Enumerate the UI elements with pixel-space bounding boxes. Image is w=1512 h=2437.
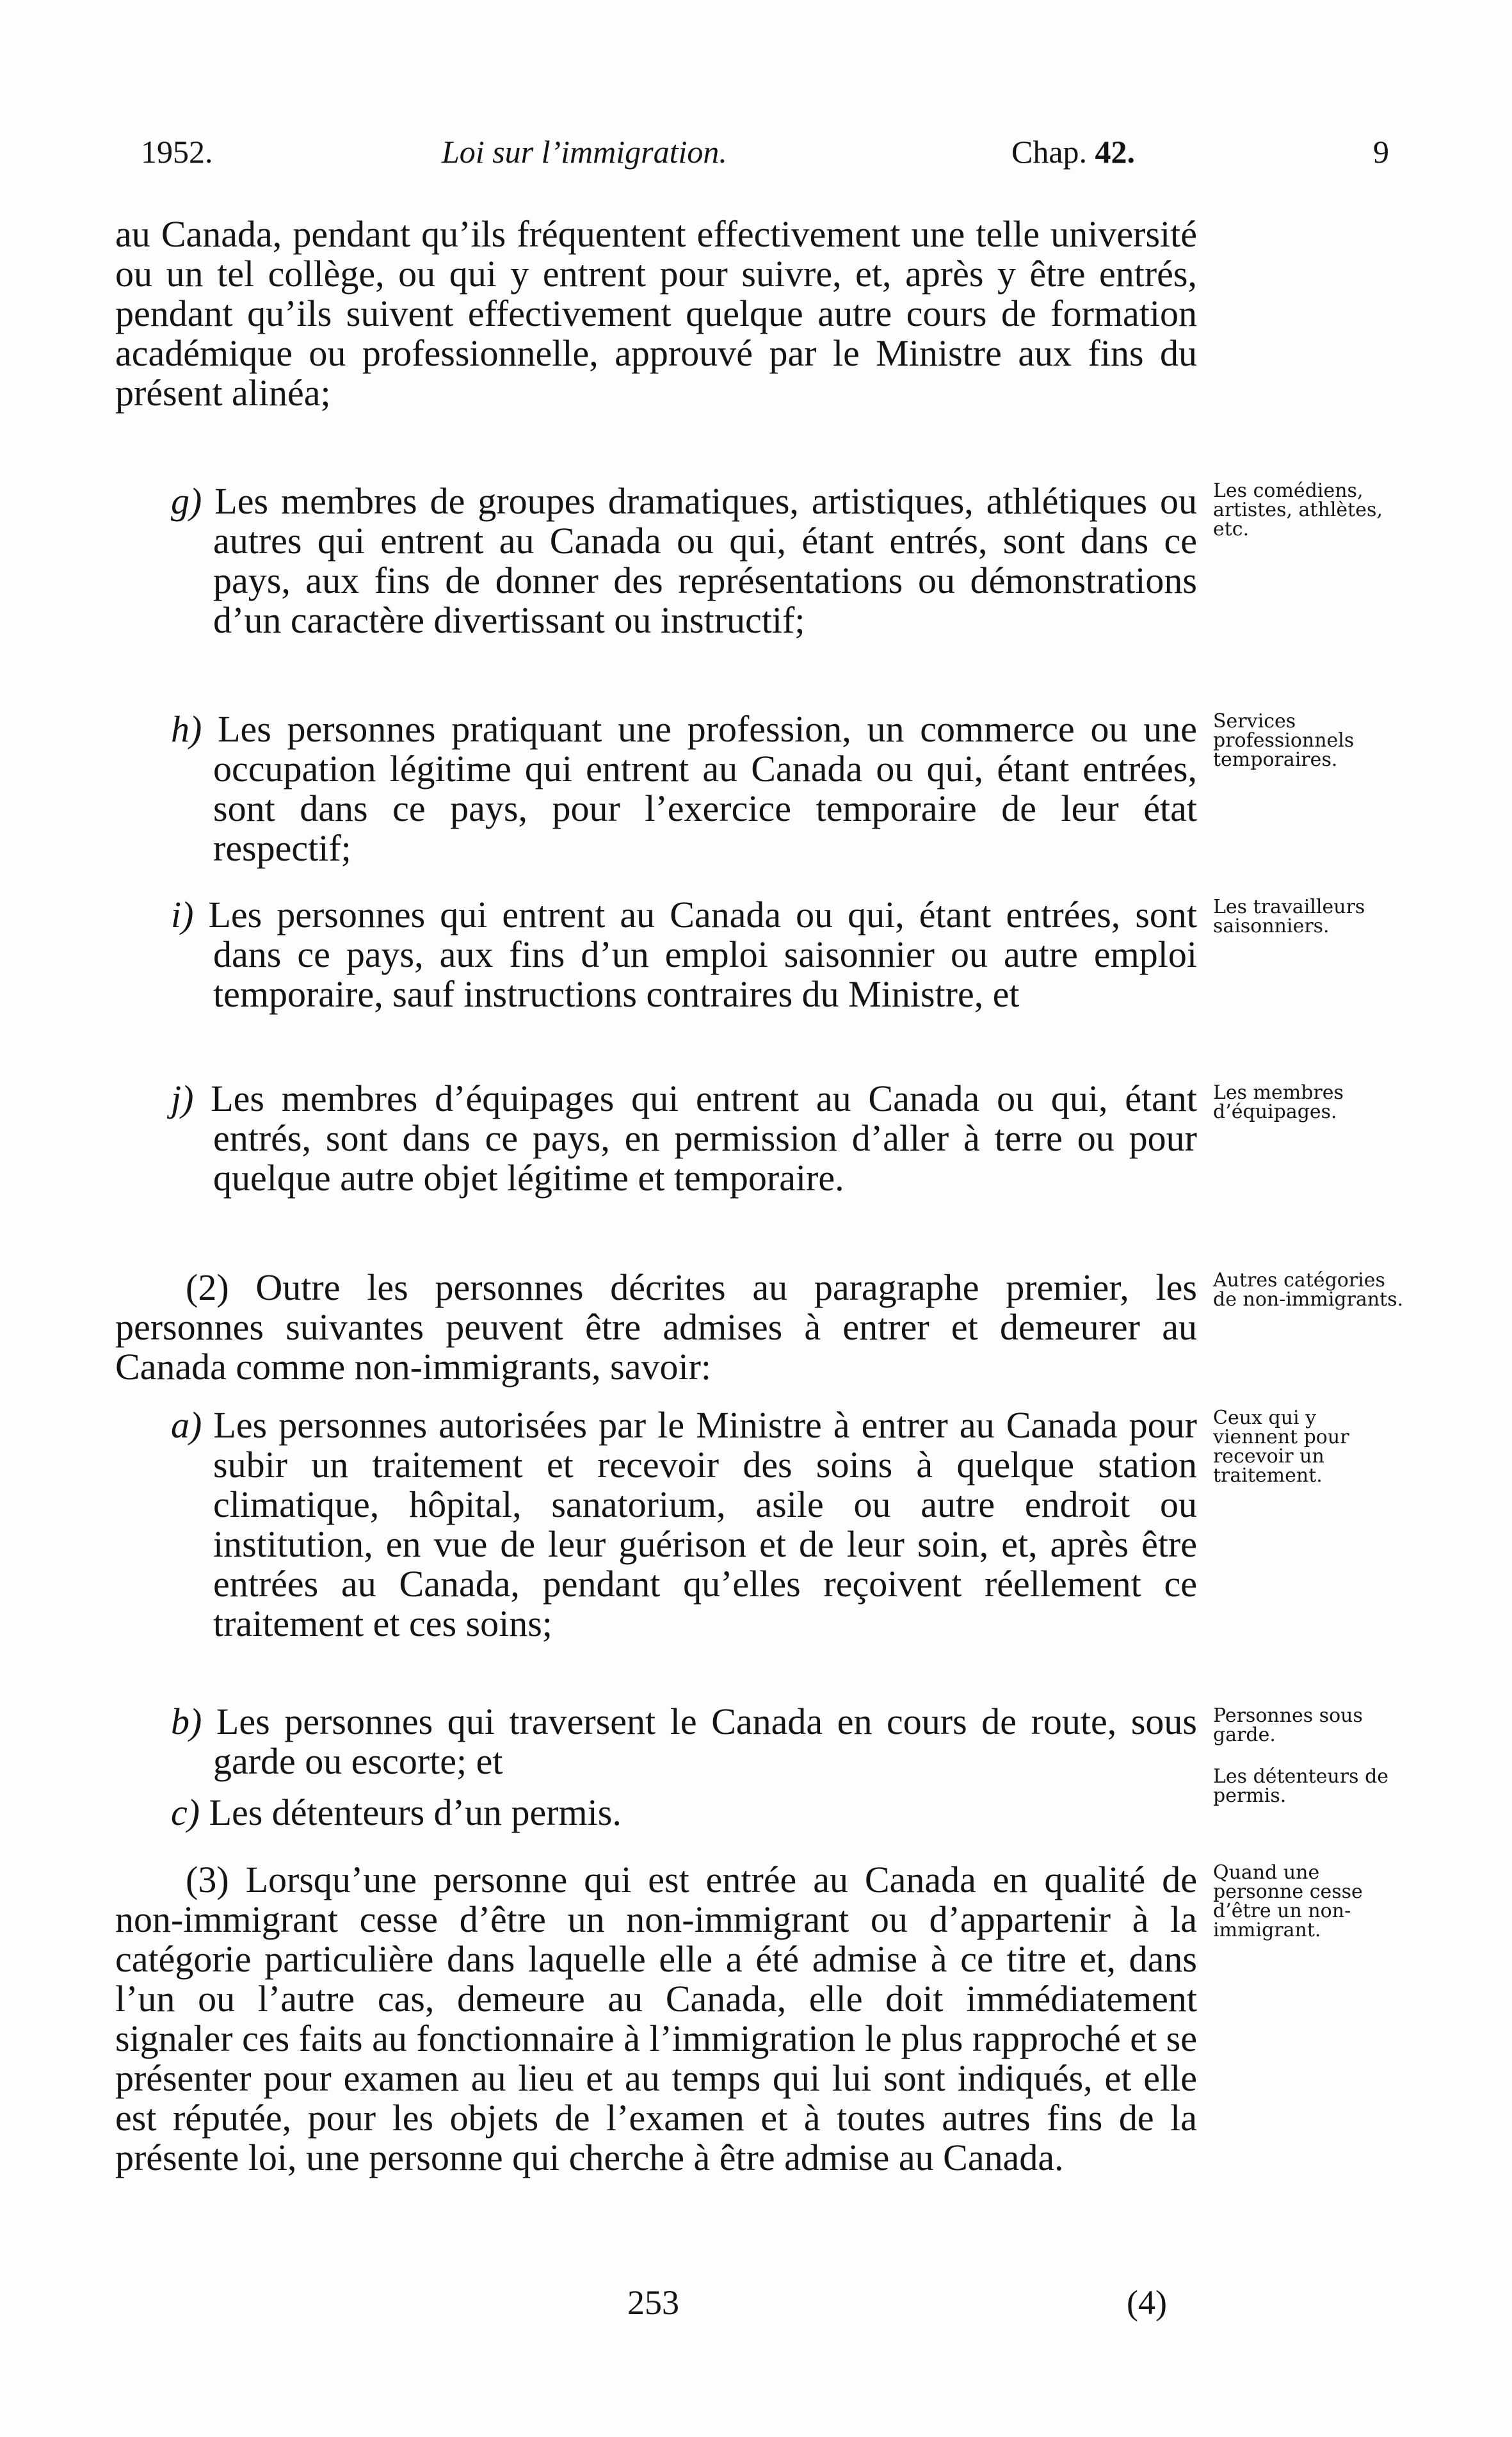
header-chapter [1011,133,1135,170]
item-c [115,1793,1197,1833]
item-g [115,482,1197,640]
footer-signature: (4) [1127,2283,1167,2322]
item-j [115,1079,1197,1198]
item-i [115,895,1197,1014]
item-h-body: Les personnes pratiquant une profession, un commerce ou une occupation légitime qui entrent au Canada ou qui, étant entrées, sont dans ce pays, pour l’exercice temporaire de leur état respectif; [202,708,1197,869]
item-a-text [115,1405,1197,1644]
item-j-body: Les membres d’équipages qui entrent au Canada ou qui, étant entrés, sont dans ce pays, en permission d’aller à terre ou pour quelque autre objet légitime et temporaire. [193,1078,1197,1199]
item-c-body: Les détenteurs d’un permis. [200,1792,622,1833]
margin-note-para-2: Autres catégories de non-immigrants. [1213,1269,1404,1311]
footer-folio: 253 [627,2283,679,2322]
item-b-label: b) [171,1701,202,1742]
item-j-label: j) [171,1078,194,1119]
item-b-text [115,1702,1197,1781]
header-chapter-number: 42. [1095,134,1136,170]
paragraph-3-text: (3) Lorsqu’une personne qui est entrée au Canada en qualité de non-immigrant cesse d’être un non-immigrant ou d’appartenir à la catégorie particulière dans laquelle elle a été admise à ce titre et, dans l’un ou l’autre cas, demeure au Canada, elle doit immédiatement signaler ces faits au fonctionnaire à l’immigration le plus rapproché et se présenter pour examen au lieu et au temps qui lui sont indiqués, et elle est réputée, pour les objets de l’examen et à toutes autres fins de la présente loi, une personne qui cherche à être admise au Canada. [115,1859,1197,2178]
item-i-body: Les personnes qui entrent au Canada ou qui, étant entrées, sont dans ce pays, aux fins d’un emploi saisonnier ou autre emploi temporaire, sauf instructions contraires du Ministre, et [193,894,1197,1015]
margin-note-j: Les membres d’équipages. [1213,1081,1344,1123]
margin-note-h: Services professionnels temporaires. [1213,710,1355,771]
item-h-text [115,709,1197,868]
item-b-body: Les personnes qui traversent le Canada en cours de route, sous garde ou escorte; et [202,1701,1197,1782]
item-b [115,1702,1197,1781]
body-column [115,215,1197,413]
item-i-text [115,895,1197,1014]
item-g-text [115,482,1197,640]
item-a-body: Les personnes autorisées par le Ministre à entrer au Canada pour subir un traitement et recevoir des soins à quelque station climatique, hôpital, sanatorium, asile ou autre endroit ou institution, en vue de leur guérison et de leur soin, et, après être entrées au Canada, pendant qu’elles reçoivent réellement ce traitement et ces soins; [202,1404,1197,1644]
header-title: Loi sur l’immigration. [442,134,727,170]
header-page-number: 9 [1373,134,1389,170]
intro-paragraph: au Canada, pendant qu’ils fréquentent effectivement une telle université ou un tel collège, ou qui y entrent pour suivre, et, après y être entrés, pendant qu’ils suivent effectivement quelque autre cours de formation académique ou professionnelle, approuvé par le Ministre aux fins du présent alinéa; [115,213,1197,414]
page-footer [0,2283,1512,2328]
margin-note-b: Personnes sous garde. [1213,1704,1363,1746]
margin-note-a: Ceux qui y viennent pour recevoir un traitement. [1213,1407,1349,1487]
item-j-text [115,1079,1197,1198]
item-c-text [115,1793,1197,1833]
paragraph-2 [115,1268,1197,1387]
item-a [115,1405,1197,1644]
item-g-label: g) [171,480,202,522]
item-h-label: h) [171,708,202,750]
header-year: 1952. [141,134,213,170]
item-h [115,709,1197,868]
margin-note-c: Les détenteurs de permis. [1213,1765,1389,1807]
item-g-body: Les membres de groupes dramatiques, artistiques, athlétiques ou autres qui entrent au Canada ou qui, étant entrés, sont dans ce pays, aux fins de donner des représentations ou démonstrations d’un caractère divertissant ou instructif; [202,480,1197,641]
item-c-label: c) [171,1792,200,1833]
margin-note-g: Les comédiens, artistes, athlètes, etc. [1213,480,1383,540]
paragraph-3 [115,1860,1197,2178]
item-a-label: a) [171,1404,202,1446]
header-chapter-prefix: Chap. [1011,134,1088,170]
margin-note-i: Les travailleurs saisonniers. [1213,896,1365,937]
running-header [141,133,1395,178]
margin-note-para-3: Quand une personne cesse d’être un non-immigrant. [1213,1861,1363,1941]
paragraph-2-text: (2) Outre les personnes décrites au paragraphe premier, les personnes suivantes peuvent être admises à entrer et demeurer au Canada comme non-immigrants, savoir: [115,1267,1197,1388]
item-i-label: i) [171,894,194,935]
